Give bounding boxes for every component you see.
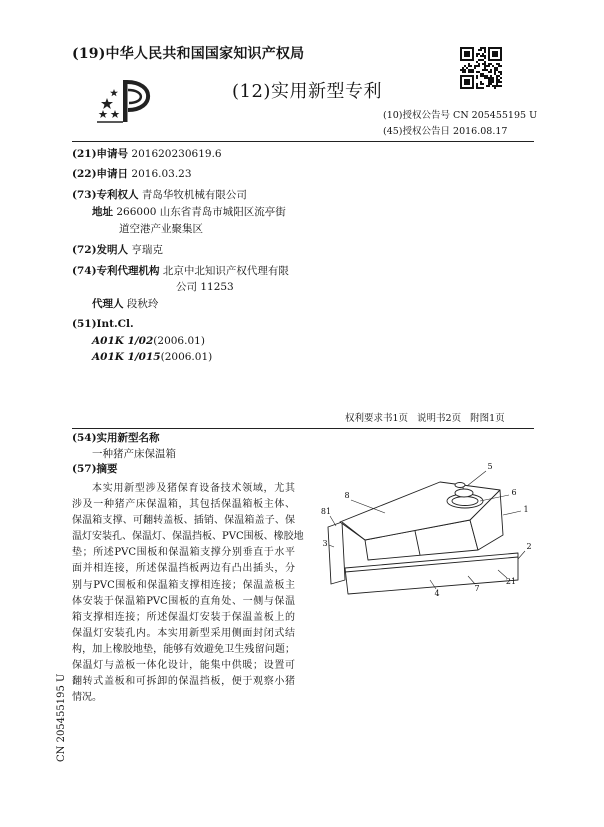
int-cl-version: (2006.01) xyxy=(160,351,213,363)
patentee: 青岛华牧机械有限公司 xyxy=(141,189,247,201)
inventor-label: (72)发明人 xyxy=(72,244,129,256)
application-number-row xyxy=(72,148,222,161)
figure-label: 3 xyxy=(322,539,328,548)
abstract-line: 面并相连接，所述保温挡板两边有凸出插头，分 xyxy=(72,563,295,575)
utility-model-title: 一种猪产床保温箱 xyxy=(92,448,176,460)
int-cl-code: A01K 1/015 xyxy=(92,351,161,363)
abstract-line: 别与PVC围板和保温箱支撑相连接；保温盖板主 xyxy=(72,579,295,591)
page-counts xyxy=(345,413,505,425)
support-post xyxy=(328,522,345,584)
patentee-label: (73)专利权人 xyxy=(72,189,139,201)
application-number: 201620230619.6 xyxy=(131,148,222,160)
address-line: 266000 山东省青岛市城阳区流亭街 xyxy=(116,206,286,218)
application-date-row xyxy=(72,168,192,181)
int-cl-item xyxy=(92,351,212,364)
address-line: 道空港产业聚集区 xyxy=(119,223,203,235)
publication-date-row xyxy=(383,126,507,138)
abstract-line: 温灯安装孔、保温灯、保温挡板、PVC围板、橡胶地 xyxy=(72,531,304,543)
int-cl-item xyxy=(92,335,205,348)
side-publication-number: CN 205455195 U xyxy=(56,673,67,762)
abstract-line: 垫；所述PVC围板和保温箱支撑分别垂直于水平 xyxy=(72,547,295,559)
figure-label: 6 xyxy=(511,488,517,497)
agent-label: 代理人 xyxy=(92,298,124,310)
publication-number-label: (10)授权公告号 xyxy=(383,110,451,121)
abstract-text xyxy=(72,481,304,706)
publication-number-row xyxy=(383,110,537,122)
figure-label: 21 xyxy=(505,577,517,586)
qr-code xyxy=(460,47,502,89)
leader-line xyxy=(467,471,486,486)
address-label: 地址 xyxy=(92,206,113,218)
claims-page-count: 权利要求书1页 xyxy=(345,413,409,424)
int-cl-code: A01K 1/02 xyxy=(92,335,154,347)
abstract-line: 情况。 xyxy=(72,692,102,704)
inventor: 亨瑞克 xyxy=(131,244,163,256)
agency-row xyxy=(72,265,289,278)
figure-label: 2 xyxy=(526,542,532,551)
figure-label: 5 xyxy=(487,462,493,471)
figure-label: 7 xyxy=(474,584,480,593)
agent: 段秋玲 xyxy=(126,298,159,310)
abstract-line: 本实用新型涉及猪保育设备技术领域，尤其 xyxy=(92,483,295,494)
agency-line: 公司 11253 xyxy=(176,281,234,293)
application-date-label: (22)申请日 xyxy=(72,168,129,180)
logo-star xyxy=(99,110,108,118)
figure-label: 8 xyxy=(344,491,350,500)
cnipa-logo xyxy=(95,76,157,126)
leader-line xyxy=(518,551,525,559)
address-row xyxy=(92,206,286,219)
abstract-line: 箱支撑相连接；所述保温灯安装于保温盖板上的 xyxy=(72,611,295,623)
lamp-hole-rim xyxy=(452,497,478,506)
publication-date: 2016.08.17 xyxy=(453,126,508,137)
agency-label: (74)专利代理机构 xyxy=(72,265,160,277)
heat-lamp xyxy=(455,489,473,497)
drawings-page-count: 附图1页 xyxy=(470,413,505,424)
logo-star xyxy=(111,110,120,118)
abstract-line: 体安装于保温箱PVC围板的直角处、一侧与保温 xyxy=(72,595,295,607)
figure-label: 4 xyxy=(434,589,440,598)
figure-label: 1 xyxy=(523,505,529,514)
section-divider xyxy=(72,428,534,429)
title-label: (54)实用新型名称 xyxy=(72,432,160,444)
logo-star xyxy=(101,98,113,109)
publication-number: CN 205455195 U xyxy=(453,110,538,121)
abstract-line: 保温灯安装孔内。本实用新型采用侧面封闭式结 xyxy=(72,627,295,639)
abstract-drawing xyxy=(300,455,550,605)
int-cl-version: (2006.01) xyxy=(153,335,205,347)
issuing-office: (19)中华人民共和国国家知识产权局 xyxy=(72,46,305,62)
int-cl-label: (51)Int.Cl. xyxy=(72,318,134,330)
inventor-row xyxy=(72,244,163,257)
figure-label: 81 xyxy=(320,507,332,516)
lamp-cap xyxy=(455,483,465,488)
abstract-line: 涉及一种猪产床保温箱，其包括保温箱板主体、 xyxy=(72,499,295,511)
logo-stem xyxy=(123,80,128,122)
leader-line xyxy=(503,511,521,515)
logo-star xyxy=(110,89,118,96)
abstract-line: 构，加上橡胶地垫，能够有效避免卫生残留问题； xyxy=(72,643,295,655)
application-number-label: (21)申请号 xyxy=(72,148,129,160)
abstract-line: 翻转式盖板和可拆卸的保温挡板，便于观察小猪 xyxy=(72,676,295,688)
leader-line xyxy=(330,516,336,526)
agent-row xyxy=(92,298,158,311)
agency-line: 北京中北知识产权代理有限 xyxy=(162,265,289,277)
logo-arc-inner xyxy=(128,90,141,103)
abstract-line: 保温灯与盖板一体化设计，能集中供暖；设置可 xyxy=(72,660,295,672)
document-type: (12)实用新型专利 xyxy=(232,81,382,102)
publication-date-label: (45)授权公告日 xyxy=(383,126,451,137)
header-divider xyxy=(72,141,534,142)
logo-arc-outer xyxy=(127,82,148,110)
patentee-row xyxy=(72,189,247,202)
description-page-count: 说明书2页 xyxy=(417,413,462,424)
abstract-label: (57)摘要 xyxy=(72,463,118,475)
application-date: 2016.03.23 xyxy=(131,168,192,180)
abstract-line: 保温箱支撑、可翻转盖板、插销、保温箱盖子、保 xyxy=(72,515,295,527)
